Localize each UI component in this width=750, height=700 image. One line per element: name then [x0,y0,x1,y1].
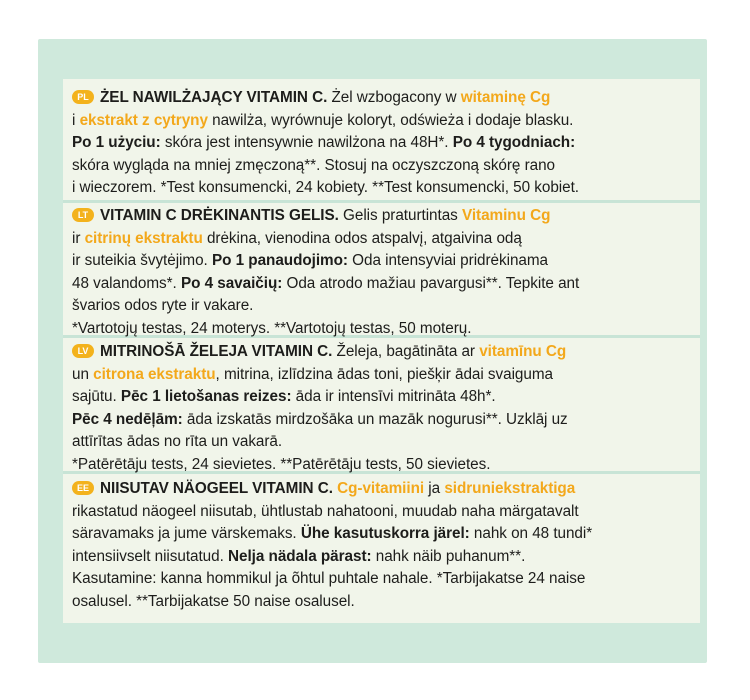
text: āda ir intensīvi mitrināta 48h*. [291,388,496,405]
highlight: citrona ekstraktu [93,365,216,383]
highlight: citrinų ekstraktu [84,229,203,247]
section-title: ŻEL NAWILŻAJĄCY VITAMIN C. [100,89,328,106]
text: un [72,365,94,383]
highlight: vitamīnu Cg [479,343,567,360]
bold-text: Po 4 savaičių: [180,274,283,292]
text: drėkina, vienodina odos atspalvį, atgaivina odą [202,229,522,247]
section-lv [72,341,696,476]
footnote: *Patērētāju tests, 24 sievietes. **Patērētāju tests, 50 sievietes. [72,455,491,473]
badge-lv: LV [72,344,94,358]
text-line: i wieczorem. *Test konsumencki, 24 kobiety. **Test konsumencki, 50 kobiet. [72,179,579,196]
section-title: MITRINOŠĀ ŽELEJA VITAMIN C. [100,343,333,360]
text: nahk on 48 tundi* [469,525,593,542]
text: sajūtu. [72,388,121,405]
text: Oda atrodo mažiau pavargusi**. Tepkite ant [282,274,580,292]
text-line: Kasutamine: kanna hommikul ja õhtul puhtale nahale. *Tarbijakatse 24 naise [72,570,586,587]
highlight: Cg-vitamiini [337,480,425,497]
highlight: sidruniekstraktiga [444,480,576,497]
text: ir [72,229,85,247]
section-lt [72,205,696,340]
bold-text: Po 1 użyciu: [72,134,161,151]
bold-text: Pēc 1 lietošanas reizes: [120,388,292,405]
text-line: rikastatud näogeel niisutab, ühtlustab nahatooni, muudab naha märgatavalt [72,502,579,520]
text-line: švarios odos ryte ir vakare. [72,297,254,314]
badge-ee: EE [72,481,94,495]
section-pl [72,87,696,200]
section-title: VITAMIN C DRĖKINANTIS GELIS. [100,207,339,224]
text: i [72,111,80,129]
text-line: skóra wygląda na mniej zmęczoną**. Stosuj na oczyszczoną skórę rano [72,156,555,174]
bold-text: Pēc 4 nedēļām: [72,410,183,428]
section-title: NIISUTAV NÄOGEEL VITAMIN C. [100,480,333,497]
text: skóra jest intensywnie nawilżona na 48H*. [160,134,453,151]
text: nawilża, wyrównuje koloryt, odświeża i dodaje blasku. [207,111,574,129]
text: Oda intensyviai pridrėkinama [347,252,549,269]
bold-text: Po 4 tygodniach: [452,134,576,151]
text: , mitrina, izlīdzina ādas toni, piešķir ādai svaiguma [215,365,553,383]
text: ja [424,480,445,497]
bold-text: Ühe kasutuskorra järel: [300,525,470,542]
text: 48 valandoms*. [72,274,181,292]
highlight: ekstrakt z cytryny [79,111,208,129]
text: ir suteikia švytėjimo. [72,252,212,269]
text-line: osalusel. **Tarbijakatse 50 naise osalusel. [72,592,355,610]
footnote: *Vartotojų testas, 24 moterys. **Vartotojų testas, 50 moterų. [72,319,472,337]
text: Gelis praturtintas [338,207,462,224]
badge-pl: PL [72,90,94,104]
text: Želeja, bagātināta ar [332,343,480,360]
bold-text: Po 1 panaudojimo: [211,252,348,269]
text: Żel wzbogacony w [327,89,461,106]
text: nahk näib puhanum**. [371,547,526,565]
text: āda izskatās mirdzošāka un mazāk nogurusi**. Uzklāj uz [182,410,568,428]
text: intensiivselt niisutatud. [72,547,229,565]
badge-lt: LT [72,208,94,222]
section-ee [72,478,696,613]
text-line: attīrītas ādas no rīta un vakarā. [72,433,283,450]
highlight: Vitaminu Cg [461,207,551,224]
bold-text: Nelja nädala pärast: [228,547,372,565]
highlight: witaminę Cg [460,89,551,106]
text: säravamaks ja jume värskemaks. [72,525,301,542]
section-divider [63,200,700,203]
